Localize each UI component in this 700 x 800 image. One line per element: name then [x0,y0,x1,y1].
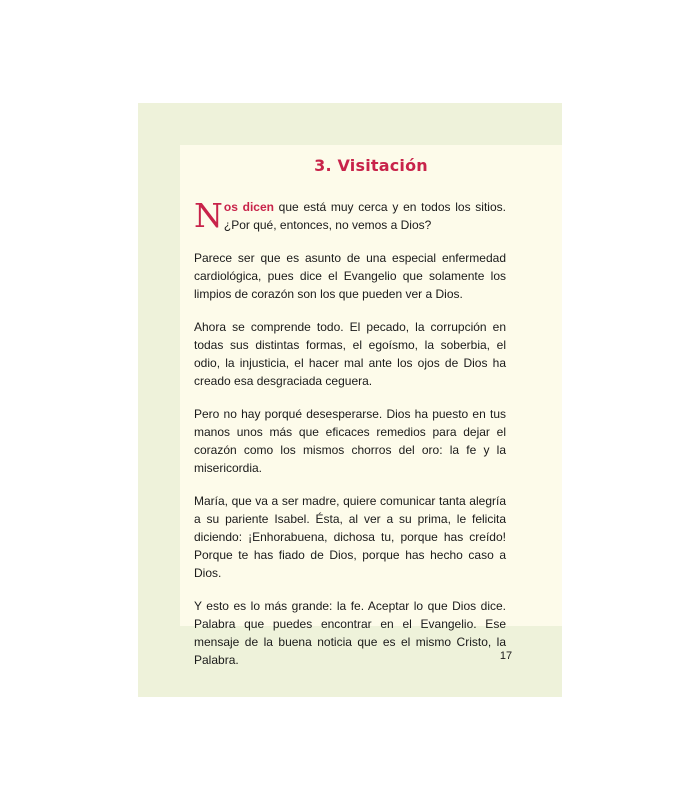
paragraph-1-text: que está muy cerca y en todos los sitios. ¿Por qué, entonces, no vemos a Dios? [223,200,506,232]
paragraph-6: Y esto es lo más grande: la fe. Aceptar lo que Dios dice. Palabra que puedes encontrar en el Evangelio. Ese mensaje de la buena noticia que es el mismo Cristo, la Palabra. [194,599,506,667]
body-text [194,198,506,684]
drop-cap: N [194,196,223,235]
paragraph-1 [194,198,506,234]
paragraph-5: María, que va a ser madre, quiere comunicar tanta alegría a su pariente Isabel. Ésta, al ver a su prima, le felicita diciendo: ¡Enhorabuena, dichosa tu, porque has creído! Porque te has fiado de Dios, porque has hecho caso a Dios. [194,494,506,580]
chapter-title: 3. Visitación [314,156,428,175]
paragraph-2: Parece ser que es asunto de una especial enfermedad cardiológica, pues dice el Evangelio que solamente los limpios de corazón son los que pueden ver a Dios. [194,251,506,301]
paragraph-4: Pero no hay porqué desesperarse. Dios ha puesto en tus manos unos más que eficaces remedios para dejar el corazón como los mismos chorros del oro: la fe y la misericordia. [194,407,506,475]
paragraph-3: Ahora se comprende todo. El pecado, la corrupción en todas sus distintas formas, el egoísmo, la soberbia, el odio, la injusticia, el hacer mal ante los ojos de Dios ha creado esa desgraciada ceguera. [194,320,506,388]
page-number: 17 [499,650,513,662]
lead-in: os dicen [223,200,274,214]
